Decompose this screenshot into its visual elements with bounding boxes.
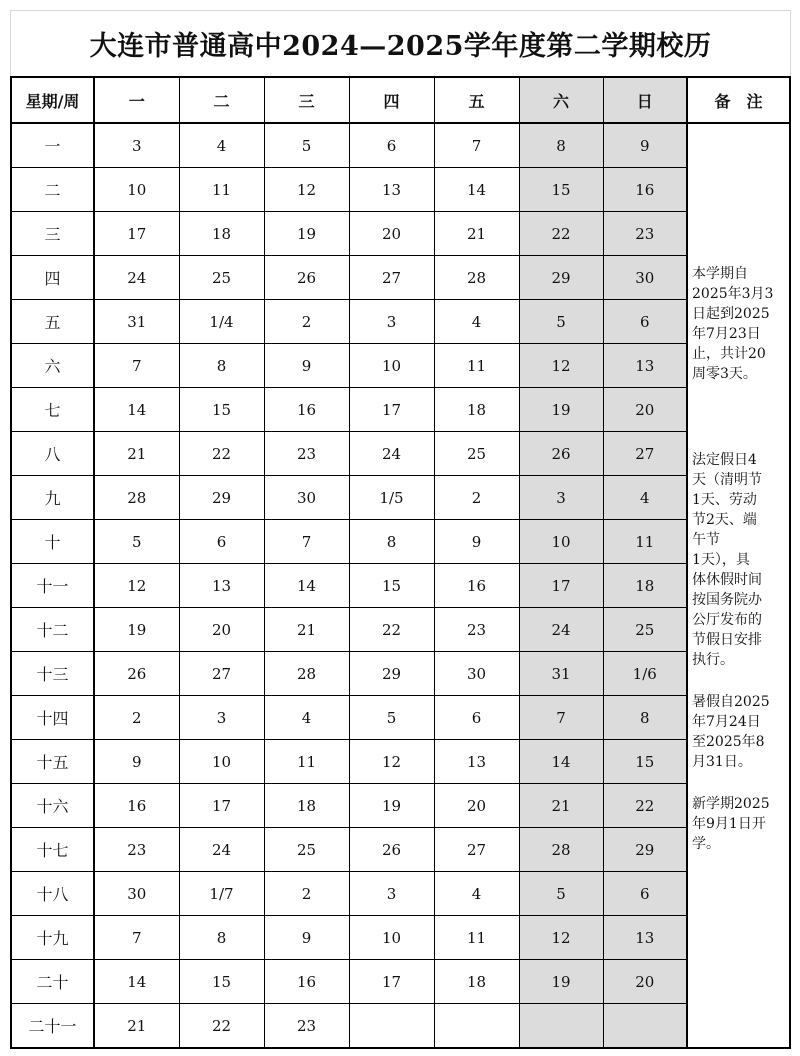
weekend-date-cell: 15 (519, 168, 603, 212)
weekend-date-cell: 24 (519, 608, 603, 652)
date-cell: 13 (349, 168, 434, 212)
date-cell (434, 1004, 519, 1049)
date-cell: 20 (179, 608, 264, 652)
date-cell: 18 (179, 212, 264, 256)
week-number: 十七 (11, 828, 94, 872)
date-cell: 30 (94, 872, 179, 916)
date-cell: 14 (94, 388, 179, 432)
week-column-header: 星期/周 (11, 77, 94, 123)
date-cell: 21 (94, 432, 179, 476)
week-row (11, 300, 790, 344)
weekend-date-cell: 11 (603, 520, 687, 564)
date-cell: 25 (434, 432, 519, 476)
date-cell: 26 (94, 652, 179, 696)
week-number: 二十 (11, 960, 94, 1004)
weekend-date-cell: 23 (603, 212, 687, 256)
week-row (11, 432, 790, 476)
date-cell: 4 (179, 123, 264, 168)
week-row (11, 212, 790, 256)
weekend-date-cell: 26 (519, 432, 603, 476)
date-cell: 9 (434, 520, 519, 564)
note-text: 暑假自2025 年7月24日 至2025年8 月31日。 (692, 694, 770, 770)
weekend-header: 日 (603, 77, 687, 123)
date-cell: 9 (264, 916, 349, 960)
date-cell: 16 (94, 784, 179, 828)
week-number: 一 (11, 123, 94, 168)
week-row (11, 123, 790, 168)
date-cell: 14 (264, 564, 349, 608)
date-cell: 9 (94, 740, 179, 784)
date-cell: 15 (179, 960, 264, 1004)
date-cell: 10 (179, 740, 264, 784)
date-cell: 19 (349, 784, 434, 828)
date-cell: 24 (94, 256, 179, 300)
weekend-date-cell: 3 (519, 476, 603, 520)
week-number: 八 (11, 432, 94, 476)
date-cell: 2 (264, 300, 349, 344)
date-cell: 1/5 (349, 476, 434, 520)
date-cell: 1/7 (179, 872, 264, 916)
weekend-date-cell: 8 (603, 696, 687, 740)
weekend-date-cell: 27 (603, 432, 687, 476)
date-cell: 17 (94, 212, 179, 256)
week-row (11, 168, 790, 212)
week-number: 十二 (11, 608, 94, 652)
date-cell: 5 (264, 123, 349, 168)
date-cell: 6 (179, 520, 264, 564)
date-cell: 27 (179, 652, 264, 696)
week-number: 三 (11, 212, 94, 256)
date-cell: 21 (94, 1004, 179, 1049)
date-cell: 31 (94, 300, 179, 344)
weekend-date-cell: 29 (603, 828, 687, 872)
week-number: 十六 (11, 784, 94, 828)
weekday-header: 一 (94, 77, 179, 123)
date-cell: 26 (349, 828, 434, 872)
week-row (11, 740, 790, 784)
date-cell: 16 (434, 564, 519, 608)
notes-cell (687, 123, 790, 1048)
header-row (11, 77, 790, 123)
weekend-date-cell: 8 (519, 123, 603, 168)
weekend-date-cell: 14 (519, 740, 603, 784)
week-number: 六 (11, 344, 94, 388)
date-cell: 26 (264, 256, 349, 300)
date-cell: 13 (179, 564, 264, 608)
date-cell: 21 (434, 212, 519, 256)
date-cell: 28 (264, 652, 349, 696)
date-cell: 3 (349, 872, 434, 916)
weekend-date-cell: 19 (519, 960, 603, 1004)
weekend-date-cell: 7 (519, 696, 603, 740)
date-cell: 28 (94, 476, 179, 520)
date-cell: 9 (264, 344, 349, 388)
week-row (11, 916, 790, 960)
weekend-date-cell: 17 (519, 564, 603, 608)
week-row (11, 960, 790, 1004)
date-cell: 4 (434, 872, 519, 916)
weekend-date-cell: 15 (603, 740, 687, 784)
weekend-date-cell: 25 (603, 608, 687, 652)
date-cell: 19 (264, 212, 349, 256)
week-row (11, 344, 790, 388)
date-cell: 3 (349, 300, 434, 344)
week-number: 十八 (11, 872, 94, 916)
date-cell: 10 (94, 168, 179, 212)
date-cell: 23 (94, 828, 179, 872)
date-cell: 20 (349, 212, 434, 256)
date-cell: 3 (94, 123, 179, 168)
weekend-date-cell: 13 (603, 344, 687, 388)
date-cell: 29 (349, 652, 434, 696)
date-cell: 22 (179, 432, 264, 476)
date-cell: 10 (349, 344, 434, 388)
date-cell: 11 (434, 344, 519, 388)
date-cell: 5 (349, 696, 434, 740)
date-cell: 12 (94, 564, 179, 608)
week-number: 十五 (11, 740, 94, 784)
calendar-body (11, 123, 790, 1048)
weekend-date-cell: 18 (603, 564, 687, 608)
date-cell: 25 (264, 828, 349, 872)
date-cell: 30 (434, 652, 519, 696)
weekend-date-cell: 31 (519, 652, 603, 696)
week-number: 九 (11, 476, 94, 520)
date-cell: 17 (179, 784, 264, 828)
date-cell: 1/4 (179, 300, 264, 344)
weekend-date-cell: 22 (603, 784, 687, 828)
date-cell: 21 (264, 608, 349, 652)
date-cell: 12 (349, 740, 434, 784)
date-cell: 22 (349, 608, 434, 652)
date-cell: 8 (349, 520, 434, 564)
date-cell: 2 (94, 696, 179, 740)
date-cell: 7 (94, 916, 179, 960)
date-cell: 11 (179, 168, 264, 212)
date-cell: 24 (349, 432, 434, 476)
date-cell: 29 (179, 476, 264, 520)
page-title: 大连市普通高中2024—2025学年度第二学期校历 (10, 10, 791, 76)
date-cell: 17 (349, 388, 434, 432)
week-number: 十四 (11, 696, 94, 740)
week-row (11, 828, 790, 872)
week-row (11, 1004, 790, 1049)
date-cell: 22 (179, 1004, 264, 1049)
weekend-date-cell: 9 (603, 123, 687, 168)
weekend-date-cell: 12 (519, 344, 603, 388)
date-cell: 23 (264, 432, 349, 476)
week-row (11, 388, 790, 432)
date-cell: 3 (179, 696, 264, 740)
weekend-date-cell (519, 1004, 603, 1049)
date-cell: 7 (434, 123, 519, 168)
date-cell: 2 (264, 872, 349, 916)
date-cell: 15 (179, 388, 264, 432)
date-cell: 18 (264, 784, 349, 828)
week-row (11, 564, 790, 608)
week-number: 五 (11, 300, 94, 344)
week-number: 十一 (11, 564, 94, 608)
week-number: 七 (11, 388, 94, 432)
weekend-date-cell: 21 (519, 784, 603, 828)
week-row (11, 652, 790, 696)
date-cell: 17 (349, 960, 434, 1004)
date-cell: 6 (434, 696, 519, 740)
weekend-date-cell: 28 (519, 828, 603, 872)
notes-header: 备 注 (687, 77, 790, 123)
week-number: 十九 (11, 916, 94, 960)
date-cell: 4 (264, 696, 349, 740)
week-row (11, 696, 790, 740)
week-row (11, 784, 790, 828)
date-cell: 14 (434, 168, 519, 212)
date-cell: 24 (179, 828, 264, 872)
week-row (11, 608, 790, 652)
weekday-header: 三 (264, 77, 349, 123)
school-calendar-table (10, 76, 791, 1049)
weekend-date-cell: 1/6 (603, 652, 687, 696)
week-row (11, 256, 790, 300)
note-text: 新学期2025 年9月1日开 学。 (692, 796, 770, 852)
date-cell: 13 (434, 740, 519, 784)
note-text: 本学期自 2025年3月3 日起到2025 年7月23日 止，共计20 周零3天。 (692, 266, 774, 382)
week-number: 十 (11, 520, 94, 564)
date-cell: 23 (264, 1004, 349, 1049)
date-cell: 14 (94, 960, 179, 1004)
weekend-date-cell: 10 (519, 520, 603, 564)
date-cell: 7 (264, 520, 349, 564)
weekend-date-cell: 4 (603, 476, 687, 520)
date-cell: 27 (434, 828, 519, 872)
date-cell: 23 (434, 608, 519, 652)
weekend-date-cell: 19 (519, 388, 603, 432)
date-cell: 16 (264, 388, 349, 432)
weekend-date-cell: 12 (519, 916, 603, 960)
date-cell: 25 (179, 256, 264, 300)
date-cell: 12 (264, 168, 349, 212)
weekend-date-cell: 29 (519, 256, 603, 300)
date-cell: 19 (94, 608, 179, 652)
date-cell: 27 (349, 256, 434, 300)
weekend-date-cell: 13 (603, 916, 687, 960)
date-cell: 7 (94, 344, 179, 388)
weekend-date-cell: 5 (519, 300, 603, 344)
date-cell: 11 (264, 740, 349, 784)
date-cell: 8 (179, 344, 264, 388)
date-cell: 8 (179, 916, 264, 960)
week-number: 二十一 (11, 1004, 94, 1049)
weekday-header: 五 (434, 77, 519, 123)
date-cell: 28 (434, 256, 519, 300)
weekend-date-cell: 5 (519, 872, 603, 916)
week-row (11, 476, 790, 520)
week-number: 二 (11, 168, 94, 212)
weekday-header: 二 (179, 77, 264, 123)
week-number: 四 (11, 256, 94, 300)
weekend-date-cell: 20 (603, 960, 687, 1004)
date-cell: 5 (94, 520, 179, 564)
weekend-date-cell: 22 (519, 212, 603, 256)
weekday-header: 四 (349, 77, 434, 123)
date-cell: 18 (434, 388, 519, 432)
date-cell: 16 (264, 960, 349, 1004)
weekend-date-cell: 30 (603, 256, 687, 300)
weekend-date-cell: 16 (603, 168, 687, 212)
date-cell: 11 (434, 916, 519, 960)
date-cell: 30 (264, 476, 349, 520)
date-cell: 18 (434, 960, 519, 1004)
date-cell: 20 (434, 784, 519, 828)
weekend-date-cell: 20 (603, 388, 687, 432)
date-cell: 4 (434, 300, 519, 344)
week-row (11, 520, 790, 564)
date-cell: 6 (349, 123, 434, 168)
weekend-date-cell: 6 (603, 872, 687, 916)
weekend-date-cell: 6 (603, 300, 687, 344)
weekend-date-cell (603, 1004, 687, 1049)
note-text: 法定假日4 天（清明节 1天、劳动 节2天、端 午节 1天），具 体休假时间 按国务院办 公厅发布的 节假日安排 执行。 (692, 452, 762, 668)
date-cell: 2 (434, 476, 519, 520)
week-row (11, 872, 790, 916)
date-cell (349, 1004, 434, 1049)
weekend-header: 六 (519, 77, 603, 123)
week-number: 十三 (11, 652, 94, 696)
date-cell: 10 (349, 916, 434, 960)
date-cell: 15 (349, 564, 434, 608)
